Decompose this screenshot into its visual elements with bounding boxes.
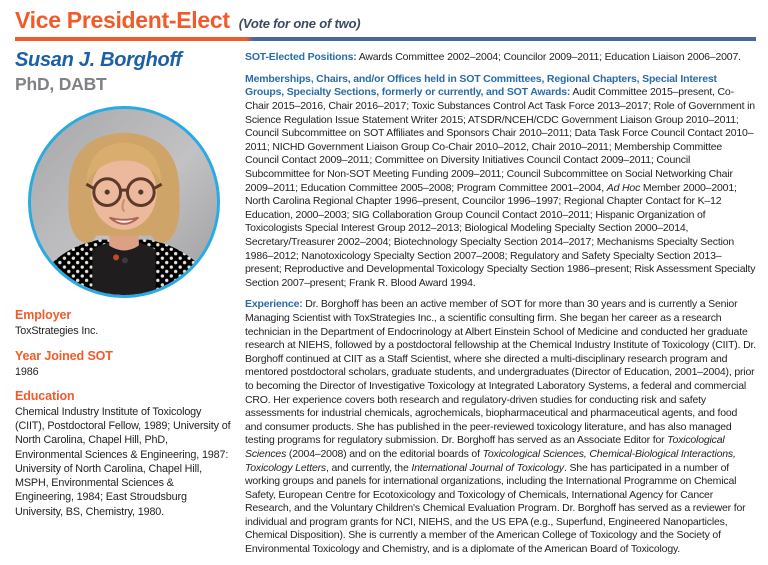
employer-value: ToxStrategies Inc. xyxy=(15,325,99,338)
bio-paragraph-experience: Experience: Dr. Borghoff has been an active member of SOT for more than 30 years and is currently a Senior Managing Scientist with ToxStrategies Inc., a scientific consulting firm. She began her career as a research technician in the Department of Endocrinology at Albert Einstein School of Medicine and conducted her graduate research at NIEHS, followed by a postdoctoral fellowship at the Chemical Industry Institute of Toxicology (CIIT). Dr. Borghoff continued at CIIT as a Staff Scientist, where she directed a multi-disciplinary research program and mentored postdoctoral scholars, graduate students, and undergraduates (Director of Education, 2001–2004), prior to becoming the Director of Investigative Toxicology at Integrated Laboratory Systems, a federal and commercial CRO. Her experience covers both research and regulatory-driven studies for conducting risk and safety assessments for industrial chemicals, agrochemicals, biopharmaceutical and pharmaceutical agents, and food and consumer products. She has published in the peer-reviewed toxicology literature, and has also managed testing programs for regulatory submission. Dr. Borghoff has served as an Associate Editor for Toxicological Sciences (2004–2008) and on the editorial boards of Toxicological Sciences, Chemical-Biological Interactions, Toxicology Letters, and currently, the International Journal of Toxicology. She has participated in a number of working groups and panels for international organizations, including the International Programme on Chemical Safety, European Centre for Ecotoxicology and Toxicology of Chemicals, International Agency for Cancer Research, and the Voluntary Children's Chemical Evaluation Program. Dr. Borghoff has served as a reviewer for individual and program grants for NCI, NIEHS, and the US EPA (e.g., Superfund, Engineered Nanoparticles, Chemical Disposition). She is currently a member of the American College of Toxicology and the Society of Environmental Toxicology and Chemistry, and is a diplomate of the American Board of Toxicology. xyxy=(245,298,756,556)
education-value: Chemical Industry Institute of Toxicology (CIIT), Postdoctoral Fellow, 1989; University of North Carolina, Chapel Hill, PhD, Environmental Sciences & Engineering, 1987: University of North Carolina, Chapel Hill, MSPH, Environmental Sciences & Engineering, 1984; East Stroudsburg University, BS, Chemistry, 1980. xyxy=(15,405,231,518)
vote-instruction: (Vote for one of two) xyxy=(238,16,361,31)
education-label: Education xyxy=(15,388,75,403)
candidate-bio-column xyxy=(245,49,756,564)
header xyxy=(15,8,756,41)
year-joined-label: Year Joined SOT xyxy=(15,348,113,363)
candidate-credentials: PhD, DABT xyxy=(15,74,107,95)
year-joined-value: 1986 xyxy=(15,365,39,378)
candidate-photo xyxy=(28,106,220,298)
employer-label: Employer xyxy=(15,308,72,323)
header-divider xyxy=(15,37,756,41)
portrait-illustration xyxy=(31,109,217,295)
header-line xyxy=(15,8,756,33)
bio-paragraph-sot-elected-positions: SOT-Elected Positions: Awards Committee 2002–2004; Councilor 2009–2011; Education Liaison 2006–2007. xyxy=(245,51,741,64)
main-content xyxy=(15,49,756,564)
page-title: Vice President-Elect xyxy=(15,7,230,33)
candidate-summary-column xyxy=(15,49,233,564)
education-section xyxy=(15,389,233,519)
employer-section xyxy=(15,308,233,338)
year-joined-section xyxy=(15,349,233,379)
bio-paragraph-memberships: Memberships, Chairs, and/or Offices held in SOT Committees, Regional Chapters, Special Interest Groups, Specialty Sections, formerly or currently, and SOT Awards: Audit Committee 2015–present, Co-Chair 2015–2016, Chair 2016–2017; Toxic Substances Control Act Task Force 2013–2017; Role of Government in Science Regulation Issue Statement Writer 2015; ATSDR/NCEH/CDC Government Liaison Group 2010–2011; Council Subcommittee on SOT Affiliates and Sponsors Chair 2010–2011; Data Task Force Council Contact 2010–2011; NICHD Government Liaison Group Co-Chair 2010–2012, Chair 2010–2011; Membership Committee Council Contact 2009–2011; Committee on Diversity Initiatives Council Contact 2009–2011; Council Subcommittee for Non-SOT Meeting Funding 2009–2011; Council Subcommittee on Social Networking Chair 2009–2011; Education Committee 2005–2008; Program Committee 2001–2004, Ad Hoc Member 2000–2001; North Carolina Regional Chapter 1996–present, Councilor 1996–1997; Regional Chapter Contact for K–12 Education, 2000–2003; SIG Collaboration Group Council Contact 2010–2011; Hispanic Organization of Toxicologists Special Interest Group 2012–2013; Biological Modeling Specialty Section 2000–2014, Secretary/Treasurer 2002–2004; Biotechnology Specialty Section 2014–2017; Mechanisms Specialty Section 1986–2012; Nanotoxicology Specialty Section 2007–2008; Regulatory and Safety Specialty Section 2013–present; Reproductive and Developmental Toxicology Specialty Section 1986–present; Risk Assessment Specialty Section 2007–present; Frank R. Blood Award 1994. xyxy=(245,72,756,289)
candidate-name: Susan J. Borghoff xyxy=(15,49,182,72)
